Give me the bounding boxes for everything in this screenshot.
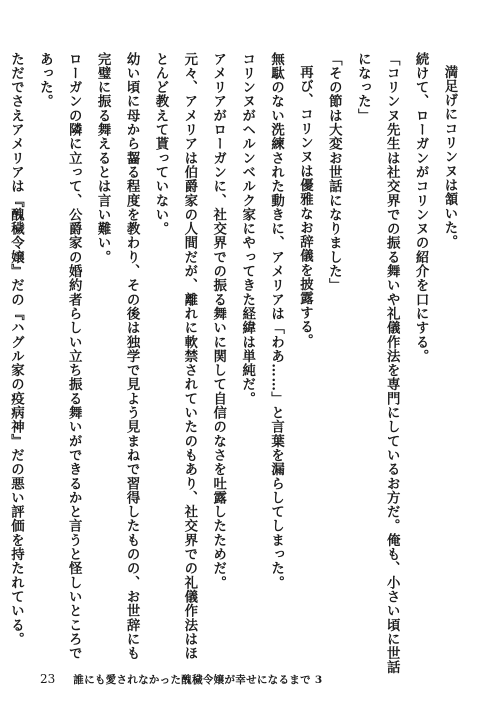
text-line: コリンヌがヘルンベルク家にやってきた経緯は単純だ。 [239, 52, 256, 406]
vertical-text-block [8, 52, 464, 675]
text-line: 満足げにコリンヌは頷いた。 [442, 65, 458, 250]
text-line [0, 52, 2, 637]
text-line: ただでさえアメリアは『醜穢令嬢』だの『ハグル家の疫病神』だの悪い評価を持たれている。 [8, 52, 25, 647]
page-footer [40, 672, 322, 688]
text-line: 続けて、ローガンがコリンヌの紹介を口にする。 [413, 52, 430, 364]
page-number: 23 [40, 672, 56, 686]
text-line: 再び、コリンヌは優雅なお辞儀を披露する。 [297, 65, 314, 349]
text-line: 「その節は大変お世話になりました」 [326, 52, 343, 293]
text-line: 元々、アメリアは伯爵家の人間だが、離れに軟禁されていたのもあり、社交界での礼儀作法はほ [181, 52, 198, 661]
text-line: 幼い頃に母から齧る程度を教わり、その後は独学で見よう見まねで習得したものの、お世辞にも [124, 52, 141, 661]
text-line: アメリアがローガンに、社交界での振る舞いに関して自信のなさを吐露したためだ。 [210, 52, 227, 590]
text-line: とんど教えて貰っていない。 [152, 52, 169, 236]
text-line: 完璧に振る舞えるとは言い難い。 [95, 52, 112, 265]
text-line: になった」 [355, 52, 372, 123]
text-line: あった。 [37, 52, 54, 109]
text-line: 無駄のない洗練された動きに、アメリアは「わあ……」と言葉を漏らしてしまった。 [268, 52, 285, 590]
text-line: ローガンの隣に立って、公爵家の婚約者らしい立ち振る舞いができるかと言うと怪しいところで [66, 52, 83, 661]
running-title: 誰にも愛されなかった醜穢令嬢が幸せになるまで 3 [73, 674, 323, 686]
text-line: 「コリンヌ先生は社交界での振る舞いや礼儀作法を専門にしているお方だ。俺も、小さい頃に世話 [384, 52, 401, 675]
